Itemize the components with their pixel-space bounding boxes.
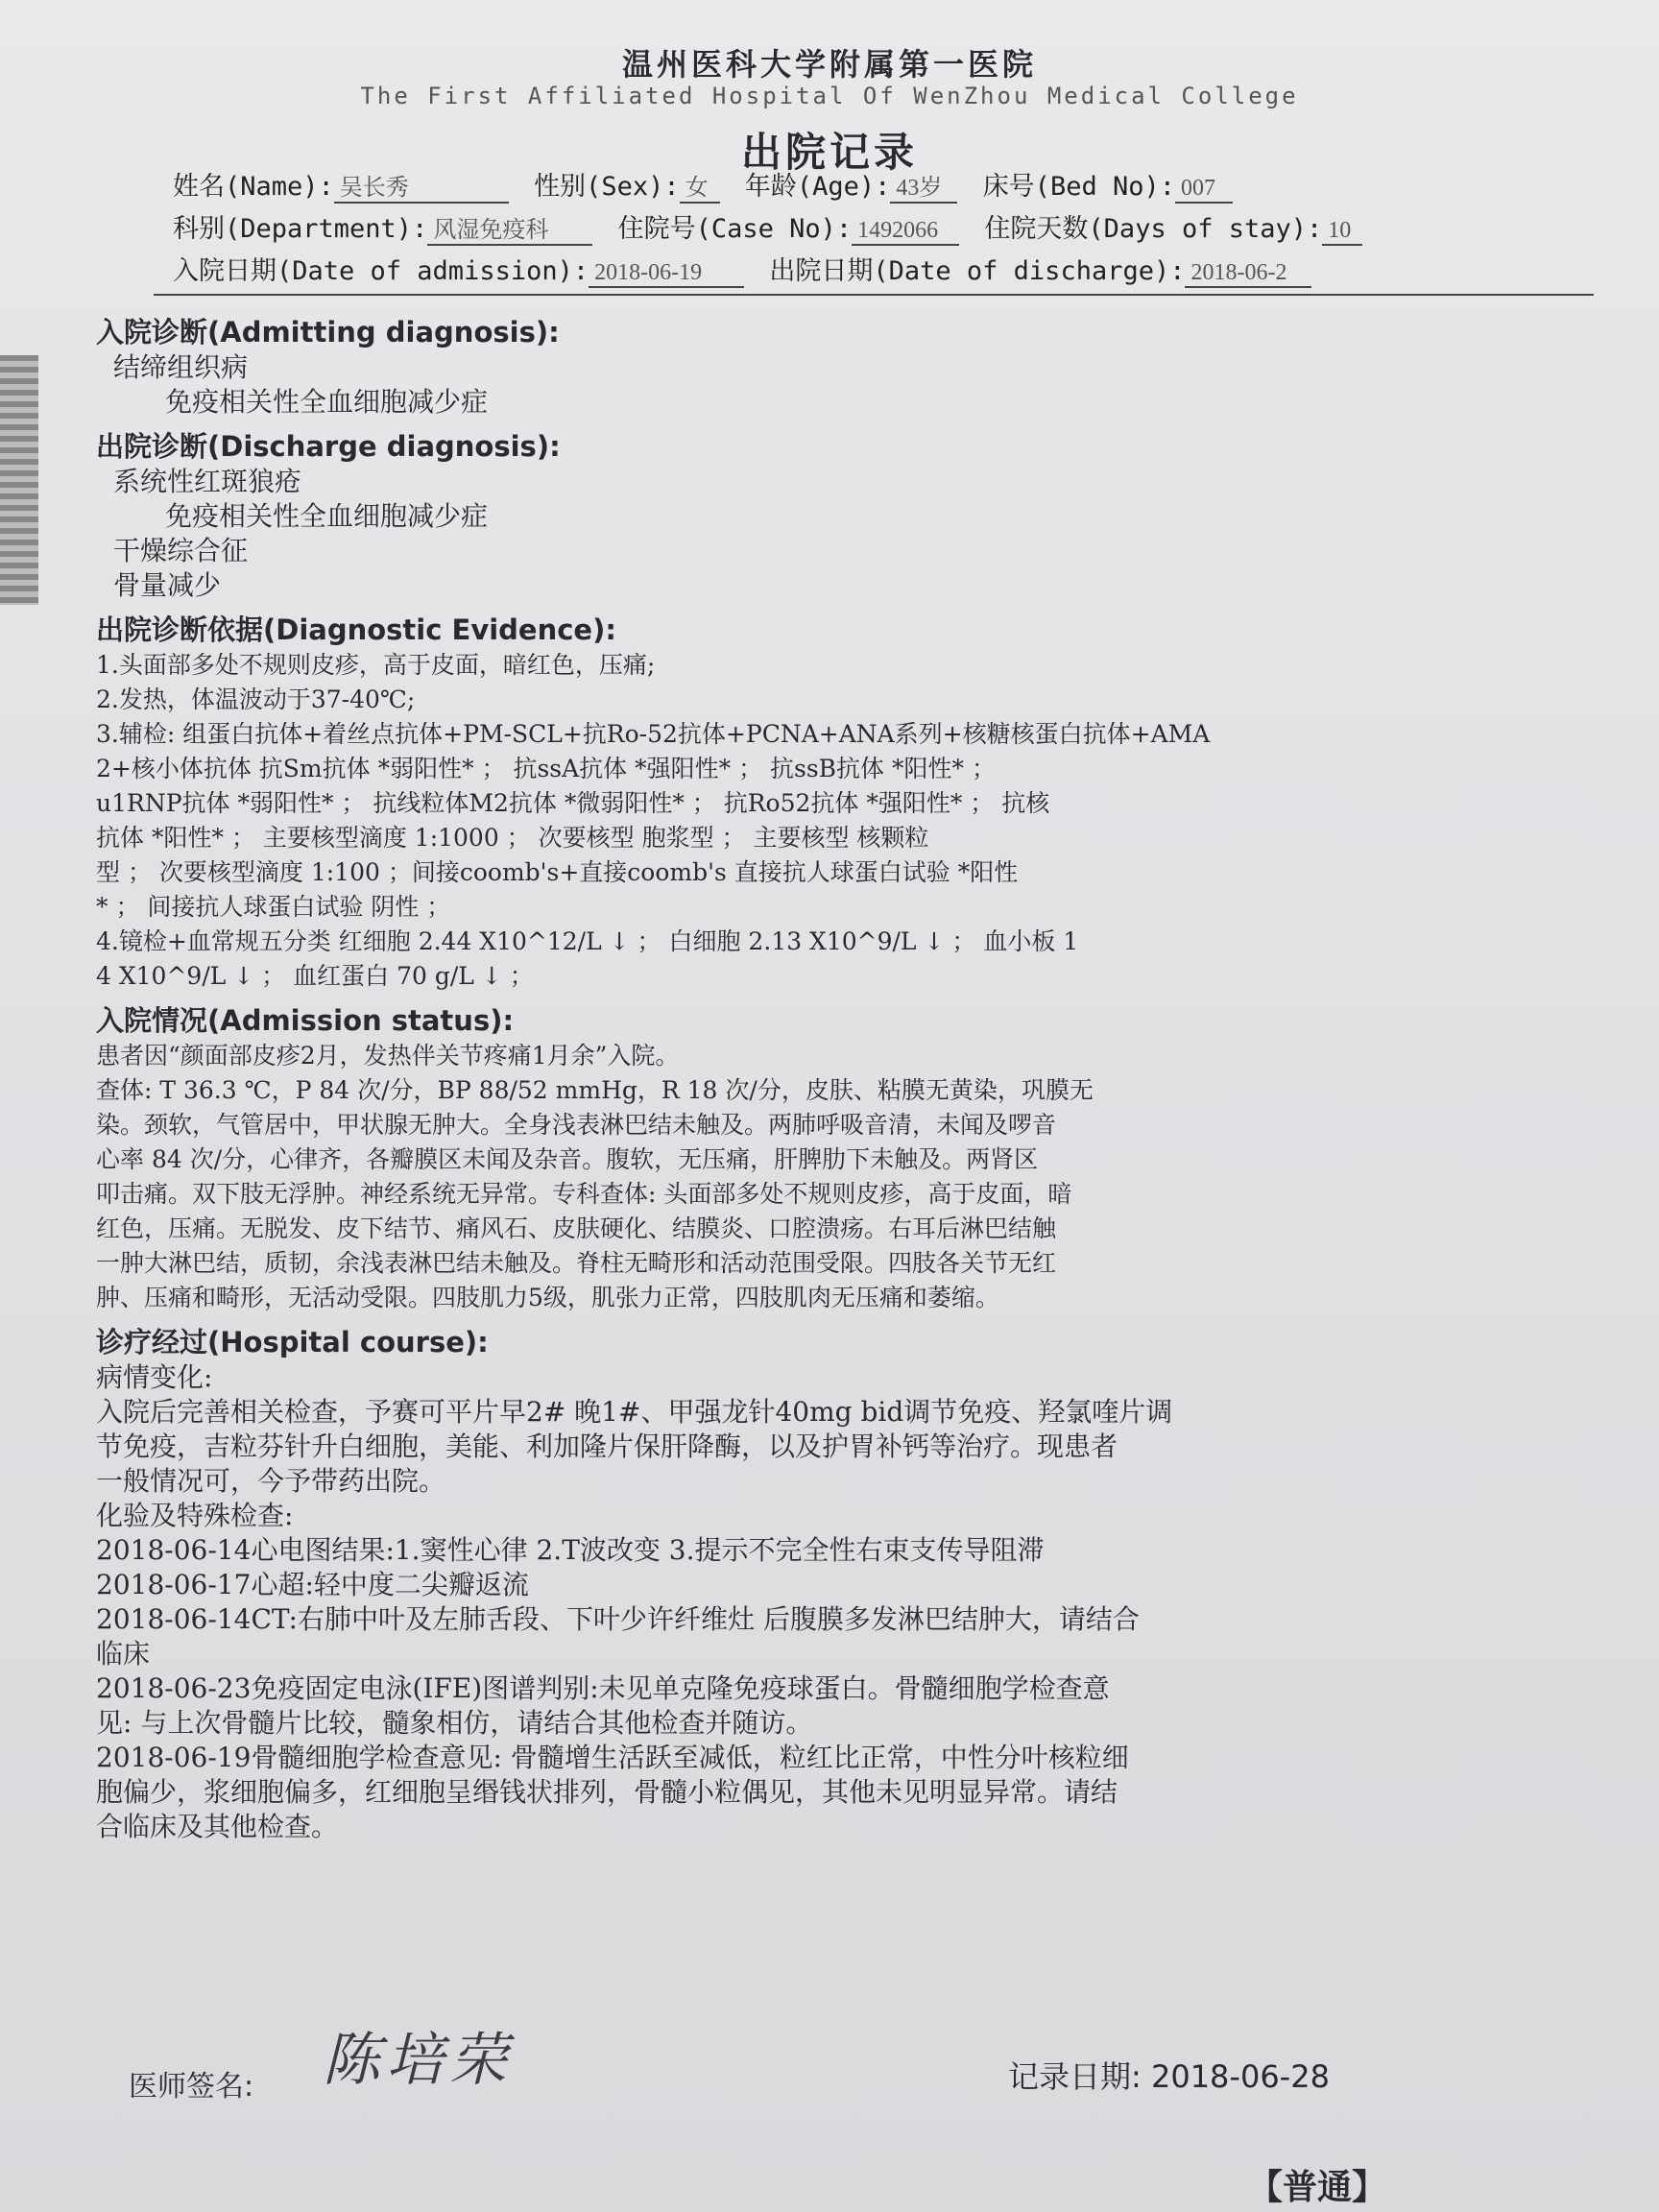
record-date xyxy=(1008,2053,1330,2097)
evidence-line: 2+核小体抗体 抗Sm抗体 *弱阳性* ； 抗ssA抗体 *强阳性* ； 抗ssB抗体 *阳性* ； xyxy=(96,755,996,782)
course-change-line: 入院后完善相关检查，予赛可平片早2# 晚1#、甲强龙针40mg bid调节免疫、羟氯喹片调 xyxy=(96,1396,1173,1428)
doctor-signature: 陈培荣 xyxy=(323,2027,513,2094)
admission-line: 染。颈软，气管居中，甲状腺无肿大。全身浅表淋巴结未触及。两肺呼吸音清，未闻及啰音 xyxy=(96,1111,1057,1139)
header-divider xyxy=(154,294,1594,296)
info-row-1 xyxy=(173,165,1594,205)
discharge-diagnosis-item: 干燥综合征 xyxy=(113,535,249,566)
bed-label: 床号(Bed No): xyxy=(982,172,1175,202)
course-change-line: 节免疫，吉粒芬针升白细胞，美能、利加隆片保肝降酶，以及护胃补钙等治疗。现患者 xyxy=(96,1431,1118,1462)
evidence-line: 抗体 *阳性* ； 主要核型滴度 1:1000 ； 次要核型 胞浆型 ； 主要核型 核颗粒 xyxy=(96,824,929,852)
dept-value: 风湿免疫科 xyxy=(427,210,592,246)
course-exam-line: 2018-06-14CT:右肺中叶及左肺舌段、下叶少许纤维灶 后腹膜多发淋巴结肿大，请结合 xyxy=(96,1603,1140,1635)
hospital-name-cn: 温州医科大学附属第一医院 xyxy=(621,46,1037,83)
admit-date-label: 入院日期(Date of admission): xyxy=(173,256,589,286)
admitting-diagnosis-heading: 入院诊断(Admitting diagnosis): xyxy=(96,316,560,349)
sex-label: 性别(Sex): xyxy=(534,172,680,202)
admission-line: 一肿大淋巴结，质韧，余浅表淋巴结未触及。脊柱无畸形和活动范围受限。四肢各关节无红 xyxy=(96,1249,1057,1277)
course-exam-line: 胞偏少，浆细胞偏多，红细胞呈缗钱状排列，骨髓小粒偶见，其他未见明显异常。请结 xyxy=(96,1776,1118,1808)
evidence-line: 3.辅检: 组蛋白抗体+着丝点抗体+PM-SCL+抗Ro-52抗体+PCNA+ANA系列+核糖核蛋白抗体+AMA xyxy=(96,720,1211,748)
admission-line: 叩击痛。双下肢无浮肿。神经系统无异常。专科查体: 头面部多处不规则皮疹，高于皮面，暗 xyxy=(96,1180,1072,1208)
admission-line: 红色，压痛。无脱发、皮下结节、痛风石、皮肤硬化、结膜炎、口腔溃疡。右耳后淋巴结触 xyxy=(96,1214,1057,1242)
admission-line: 查体: T 36.3 ℃，P 84 次/分，BP 88/52 mmHg，R 18 次/分，皮肤、粘膜无黄染，巩膜无 xyxy=(96,1076,1094,1104)
course-change-label: 病情变化: xyxy=(96,1361,213,1393)
record-date-value: 2018-06-28 xyxy=(1150,2058,1330,2095)
course-exam-line: 2018-06-17心超:轻中度二尖瓣返流 xyxy=(96,1569,529,1600)
evidence-line: 1.头面部多处不规则皮疹，高于皮面，暗红色，压痛; xyxy=(96,651,656,679)
age-value: 43岁 xyxy=(890,168,957,204)
info-row-2 xyxy=(173,207,1594,248)
record-body xyxy=(96,305,1594,1844)
bed-value: 007 xyxy=(1175,176,1233,204)
page-title: 出院记录 xyxy=(740,129,918,176)
stay-label: 住院天数(Days of stay): xyxy=(984,214,1323,244)
case-label: 住院号(Case No): xyxy=(617,214,853,244)
course-change-line: 一般情况可，今予带药出院。 xyxy=(96,1465,446,1497)
record-date-label: 记录日期: xyxy=(1008,2058,1142,2095)
discharge-diagnosis-heading: 出院诊断(Discharge diagnosis): xyxy=(96,430,561,463)
hospital-course-heading: 诊疗经过(Hospital course): xyxy=(96,1326,489,1358)
admission-line: 心率 84 次/分，心律齐，各瓣膜区未闻及杂音。腹软，无压痛，肝脾肋下未触及。两肾区 xyxy=(96,1145,1039,1173)
admit-date-value: 2018-06-19 xyxy=(589,260,744,288)
course-exam-line: 2018-06-19骨髓细胞学检查意见: 骨髓增生活跃至减低，粒红比正常，中性分叶核粒细 xyxy=(96,1742,1129,1773)
course-exam-line: 2018-06-14心电图结果:1.窦性心律 2.T波改变 3.提示不完全性右束支传导阻滞 xyxy=(96,1534,1045,1566)
evidence-line: 4.镜检+血常规五分类 红细胞 2.44 X10^12/L ↓ ； 白细胞 2.13 X10^9/L ↓ ； 血小板 1 xyxy=(96,927,1079,955)
admitting-diagnosis-item: 免疫相关性全血细胞减少症 xyxy=(165,386,489,418)
course-exam-label: 化验及特殊检查: xyxy=(96,1500,294,1531)
admission-line: 患者因“颜面部皮疹2月，发热伴关节疼痛1月余”入院。 xyxy=(96,1042,680,1070)
admission-line: 肿、压痛和畸形，无活动受限。四肢肌力5级，肌张力正常，四肢肌肉无压痛和萎缩。 xyxy=(96,1284,999,1311)
info-row-3 xyxy=(173,250,1594,290)
discharge-date-label: 出院日期(Date of discharge): xyxy=(769,256,1186,286)
course-exam-line: 见: 与上次骨髓片比较，髓象相仿，请结合其他检查并随访。 xyxy=(96,1707,813,1739)
name-label: 姓名(Name): xyxy=(173,172,334,202)
stay-value: 10 xyxy=(1322,218,1362,246)
discharge-diagnosis-item: 免疫相关性全血细胞减少症 xyxy=(165,500,489,532)
name-value: 吴长秀 xyxy=(334,168,509,204)
course-exam-line: 合临床及其他检查。 xyxy=(96,1811,339,1842)
age-label: 年龄(Age): xyxy=(744,172,891,202)
category-stamp: 【普通】 xyxy=(1248,2168,1387,2207)
sex-value: 女 xyxy=(680,168,720,204)
course-exam-line: 2018-06-23免疫固定电泳(IFE)图谱判别:未见单克隆免疫球蛋白。骨髓细胞学检查意 xyxy=(96,1672,1110,1704)
discharge-diagnosis-item: 系统性红斑狼疮 xyxy=(113,466,302,497)
evidence-line: 型 ； 次要核型滴度 1:100 ；间接coomb's+直接coomb's 直接抗人球蛋白试验 *阳性 xyxy=(96,858,1019,886)
admission-status-heading: 入院情况(Admission status): xyxy=(96,1004,515,1037)
dept-label: 科别(Department): xyxy=(173,214,428,244)
evidence-line: 2.发热，体温波动于37-40℃; xyxy=(96,685,416,713)
diagnostic-evidence-heading: 出院诊断依据(Diagnostic Evidence): xyxy=(96,613,616,646)
admitting-diagnosis-item: 结缔组织病 xyxy=(113,351,249,383)
binder-edge xyxy=(0,355,38,605)
evidence-line: 4 X10^9/L ↓ ； 血红蛋白 70 g/L ↓ ； xyxy=(96,962,534,990)
hospital-name-en: The First Affiliated Hospital Of WenZhou Medical College xyxy=(360,83,1299,109)
signature-label: 医师签名: xyxy=(129,2070,254,2104)
course-exam-line: 临床 xyxy=(96,1638,151,1670)
case-value: 1492066 xyxy=(852,218,959,246)
discharge-date-value: 2018-06-2 xyxy=(1185,260,1311,288)
discharge-diagnosis-item: 骨量减少 xyxy=(113,569,222,601)
evidence-line: u1RNP抗体 *弱阳性* ； 抗线粒体M2抗体 *微弱阳性* ； 抗Ro52抗体 *强阳性* ； 抗核 xyxy=(96,789,1050,817)
evidence-line: * ； 间接抗人球蛋白试验 阴性 ； xyxy=(96,893,451,921)
